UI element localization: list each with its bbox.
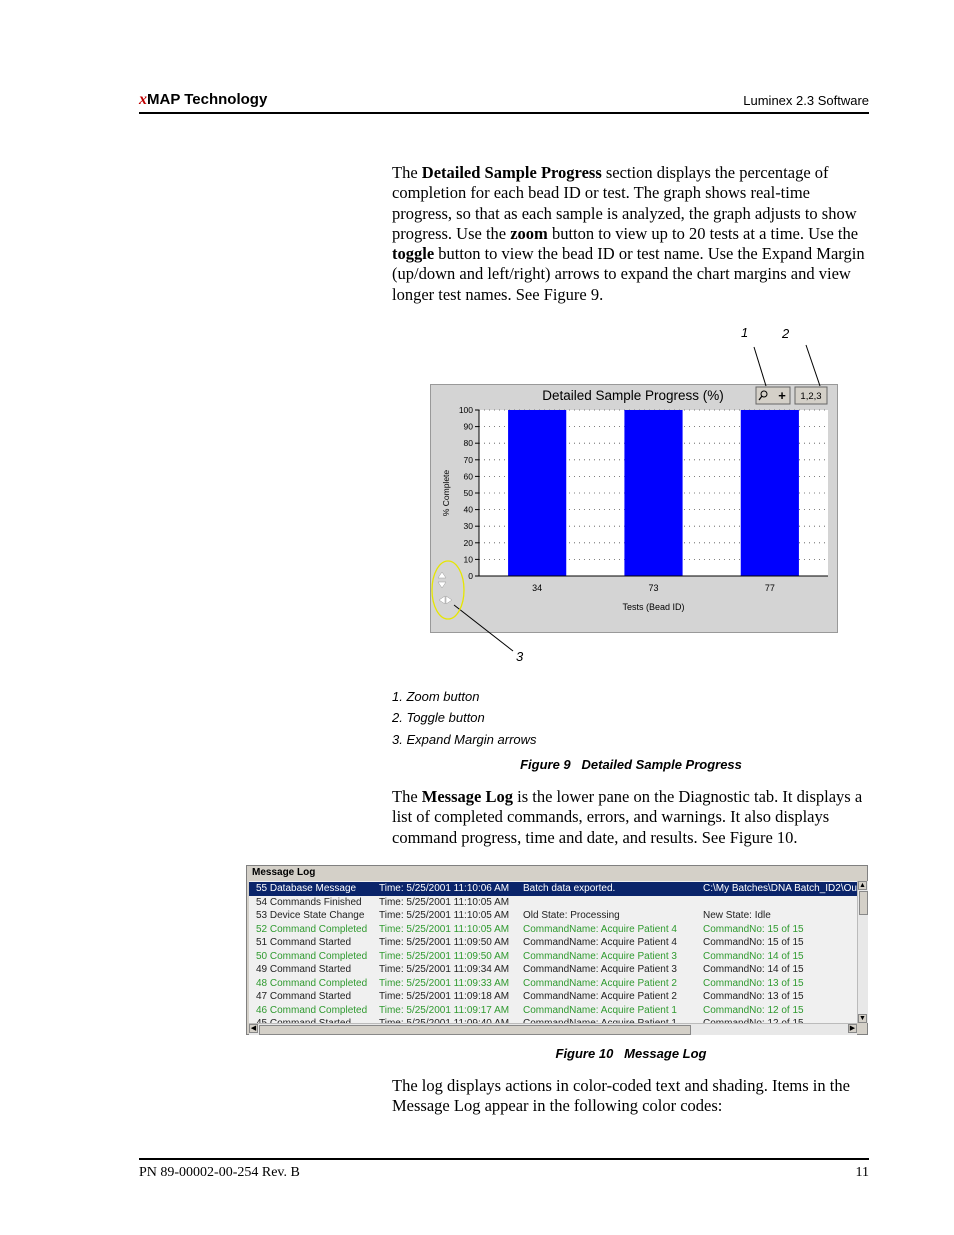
- y-tick-label: 40: [463, 504, 473, 515]
- log-cell: CommandName: Acquire Patient 4: [523, 937, 677, 948]
- x-tick-label: 34: [532, 583, 543, 593]
- log-cell: Batch data exported.: [523, 883, 616, 894]
- log-row[interactable]: [249, 950, 857, 964]
- log-row[interactable]: [249, 923, 857, 937]
- scroll-up-icon[interactable]: ▲: [859, 882, 866, 889]
- header-product: Luminex 2.3 Software: [743, 93, 869, 108]
- y-tick-label: 60: [463, 471, 473, 482]
- x-tick-label: 77: [764, 583, 775, 593]
- log-cell: 49 Command Started: [256, 964, 352, 975]
- horizontal-scrollbar[interactable]: [249, 1023, 857, 1035]
- log-cell: Time: 5/25/2001 11:09:50 AM: [379, 950, 510, 962]
- scroll-right-icon[interactable]: ▶: [849, 1025, 856, 1032]
- y-tick-label: 20: [463, 537, 473, 548]
- message-log-list[interactable]: [249, 881, 857, 1023]
- scroll-down-icon[interactable]: ▼: [859, 1015, 866, 1022]
- detailed-sample-progress-chart: [392, 320, 862, 670]
- log-row[interactable]: [249, 936, 857, 950]
- log-cell: Time: 5/25/2001 11:09:33 AM: [379, 977, 510, 989]
- header-rule: [139, 112, 869, 114]
- log-cell: 54 Commands Finished: [256, 896, 362, 908]
- header-brand: [139, 91, 267, 109]
- log-cell: C:\My Batches\DNA Batch_ID2\Ou: [703, 883, 857, 894]
- log-cell: Time: 5/25/2001 11:09:18 AM: [379, 991, 510, 1002]
- toggle-button[interactable]: [795, 387, 827, 404]
- bar: [624, 410, 682, 576]
- y-tick-label: 50: [463, 488, 473, 498]
- bar: [508, 410, 566, 576]
- vertical-scroll-thumb[interactable]: [859, 891, 868, 915]
- log-cell: 47 Command Started: [256, 991, 352, 1002]
- arrow-up-icon[interactable]: [438, 572, 446, 578]
- log-cell: Time: 5/25/2001 11:09:17 AM: [379, 1004, 510, 1016]
- arrow-left-icon[interactable]: [439, 596, 445, 604]
- log-cell: CommandNo: 15 of 15: [703, 923, 804, 935]
- log-cell: CommandName: Acquire Patient 4: [523, 923, 677, 935]
- callout-3: 3: [516, 649, 524, 664]
- log-row[interactable]: [249, 909, 857, 923]
- log-cell: 52 Command Completed: [256, 923, 368, 935]
- log-cell: 48 Command Completed: [256, 977, 368, 989]
- vertical-scrollbar[interactable]: [857, 881, 868, 1023]
- log-cell: CommandNo: 12 of 15: [703, 1004, 804, 1016]
- log-cell: Time: 5/25/2001 11:09:34 AM: [379, 964, 510, 975]
- y-tick-label: 70: [463, 454, 473, 465]
- brand-rest: MAP Technology: [147, 91, 268, 108]
- x-axis-label: Tests (Bead ID): [622, 602, 685, 612]
- callout-2: 2: [782, 326, 790, 341]
- paragraph-color-codes: The log displays actions in color-coded text and shading. Items in the Message Log appear in the following color codes:: [392, 1076, 850, 1116]
- callout-line-2: [806, 345, 820, 386]
- callout-line-3: [454, 605, 513, 651]
- log-cell: 51 Command Started: [256, 937, 352, 948]
- log-cell: Time: 5/25/2001 11:10:06 AM: [379, 883, 510, 894]
- log-row[interactable]: [249, 882, 857, 896]
- log-cell: CommandName: Acquire Patient 3: [523, 964, 677, 975]
- log-cell: 53 Device State Change: [256, 910, 365, 921]
- plus-icon: +: [778, 388, 786, 403]
- figure-9-caption: Figure 9 Detailed Sample Progress: [520, 757, 742, 772]
- bar: [741, 410, 799, 576]
- log-row[interactable]: [249, 977, 857, 991]
- y-tick-label: 30: [463, 521, 473, 532]
- log-row[interactable]: [249, 1004, 857, 1018]
- chart-title: Detailed Sample Progress (%): [542, 388, 724, 403]
- log-row[interactable]: [249, 990, 857, 1004]
- log-cell: 50 Command Completed: [256, 950, 368, 962]
- zoom-button[interactable]: [756, 387, 790, 404]
- highlight-ellipse: [432, 561, 464, 619]
- log-cell: CommandNo: 13 of 15: [703, 977, 804, 989]
- log-row[interactable]: [249, 896, 857, 910]
- y-tick-label: 10: [463, 554, 473, 565]
- legend-item-2: 2. Toggle button: [392, 710, 485, 725]
- log-cell: Time: 5/25/2001 11:10:05 AM: [379, 923, 510, 935]
- y-axis-label: % Complete: [441, 469, 451, 517]
- y-tick-label: 90: [463, 421, 473, 432]
- figure-10-caption: Figure 10 Message Log: [555, 1046, 707, 1061]
- log-cell: 55 Database Message: [256, 883, 357, 894]
- log-cell: 46 Command Completed: [256, 1004, 368, 1016]
- y-tick-label: 100: [458, 405, 473, 415]
- footer-rule: [139, 1158, 869, 1160]
- log-cell: CommandNo: 14 of 15: [703, 964, 804, 975]
- log-cell: CommandName: Acquire Patient 3: [523, 950, 677, 962]
- arrow-right-icon[interactable]: [446, 596, 452, 604]
- horizontal-scroll-thumb[interactable]: [259, 1025, 691, 1035]
- log-cell: CommandNo: 13 of 15: [703, 991, 804, 1002]
- message-log-pane: [246, 865, 868, 1035]
- log-cell: Time: 5/25/2001 11:09:50 AM: [379, 937, 510, 948]
- paragraph-detailed-sample-progress: The Detailed Sample Progress section displays the percentage of completion for each bead ID or test. The graph shows real-time progress, so that as each sample is analyzed, the graph adjusts to show progress. Use the zoom button to view up to 20 tests at a time. Use the toggle button to view the bead ID or test name. Use the Expand Margin (up/down and left/right) arrows to expand the chart margins and view longer test names. See Figure 9.: [392, 163, 865, 304]
- log-cell: CommandName: Acquire Patient 2: [523, 977, 677, 989]
- brand-prefix: x: [139, 91, 147, 108]
- log-cell: CommandNo: 15 of 15: [703, 937, 804, 948]
- legend-item-3: 3. Expand Margin arrows: [392, 732, 537, 747]
- log-cell: Time: 5/25/2001 11:10:05 AM: [379, 910, 510, 921]
- expand-margin-arrows[interactable]: [432, 561, 464, 619]
- x-tick-label: 73: [648, 583, 659, 593]
- arrow-down-icon[interactable]: [438, 582, 446, 588]
- paragraph-message-log: The Message Log is the lower pane on the Diagnostic tab. It displays a list of completed commands, errors, and warnings. It also displays command progress, time and date, and results. See Figure 10.: [392, 787, 863, 847]
- scroll-left-icon[interactable]: ◀: [250, 1025, 257, 1032]
- log-cell: CommandName: Acquire Patient 2: [523, 991, 677, 1002]
- message-log-title: Message Log: [247, 866, 867, 881]
- log-cell: CommandNo: 14 of 15: [703, 950, 804, 962]
- callout-line-1: [754, 347, 766, 386]
- log-cell: New State: Idle: [703, 910, 771, 921]
- footer-page-number: 11: [855, 1165, 869, 1180]
- callout-1: 1: [741, 325, 749, 340]
- legend-item-1: 1. Zoom button: [392, 689, 480, 704]
- toggle-button-label: 1,2,3: [800, 391, 822, 402]
- log-cell: Time: 5/25/2001 11:10:05 AM: [379, 896, 510, 908]
- footer-part-number: PN 89-00002-00-254 Rev. B: [139, 1165, 300, 1180]
- y-tick-label: 80: [463, 438, 473, 449]
- log-row[interactable]: [249, 963, 857, 977]
- log-cell: CommandName: Acquire Patient 1: [523, 1004, 677, 1016]
- log-cell: Old State: Processing: [523, 910, 620, 921]
- y-tick-label: 0: [468, 571, 473, 581]
